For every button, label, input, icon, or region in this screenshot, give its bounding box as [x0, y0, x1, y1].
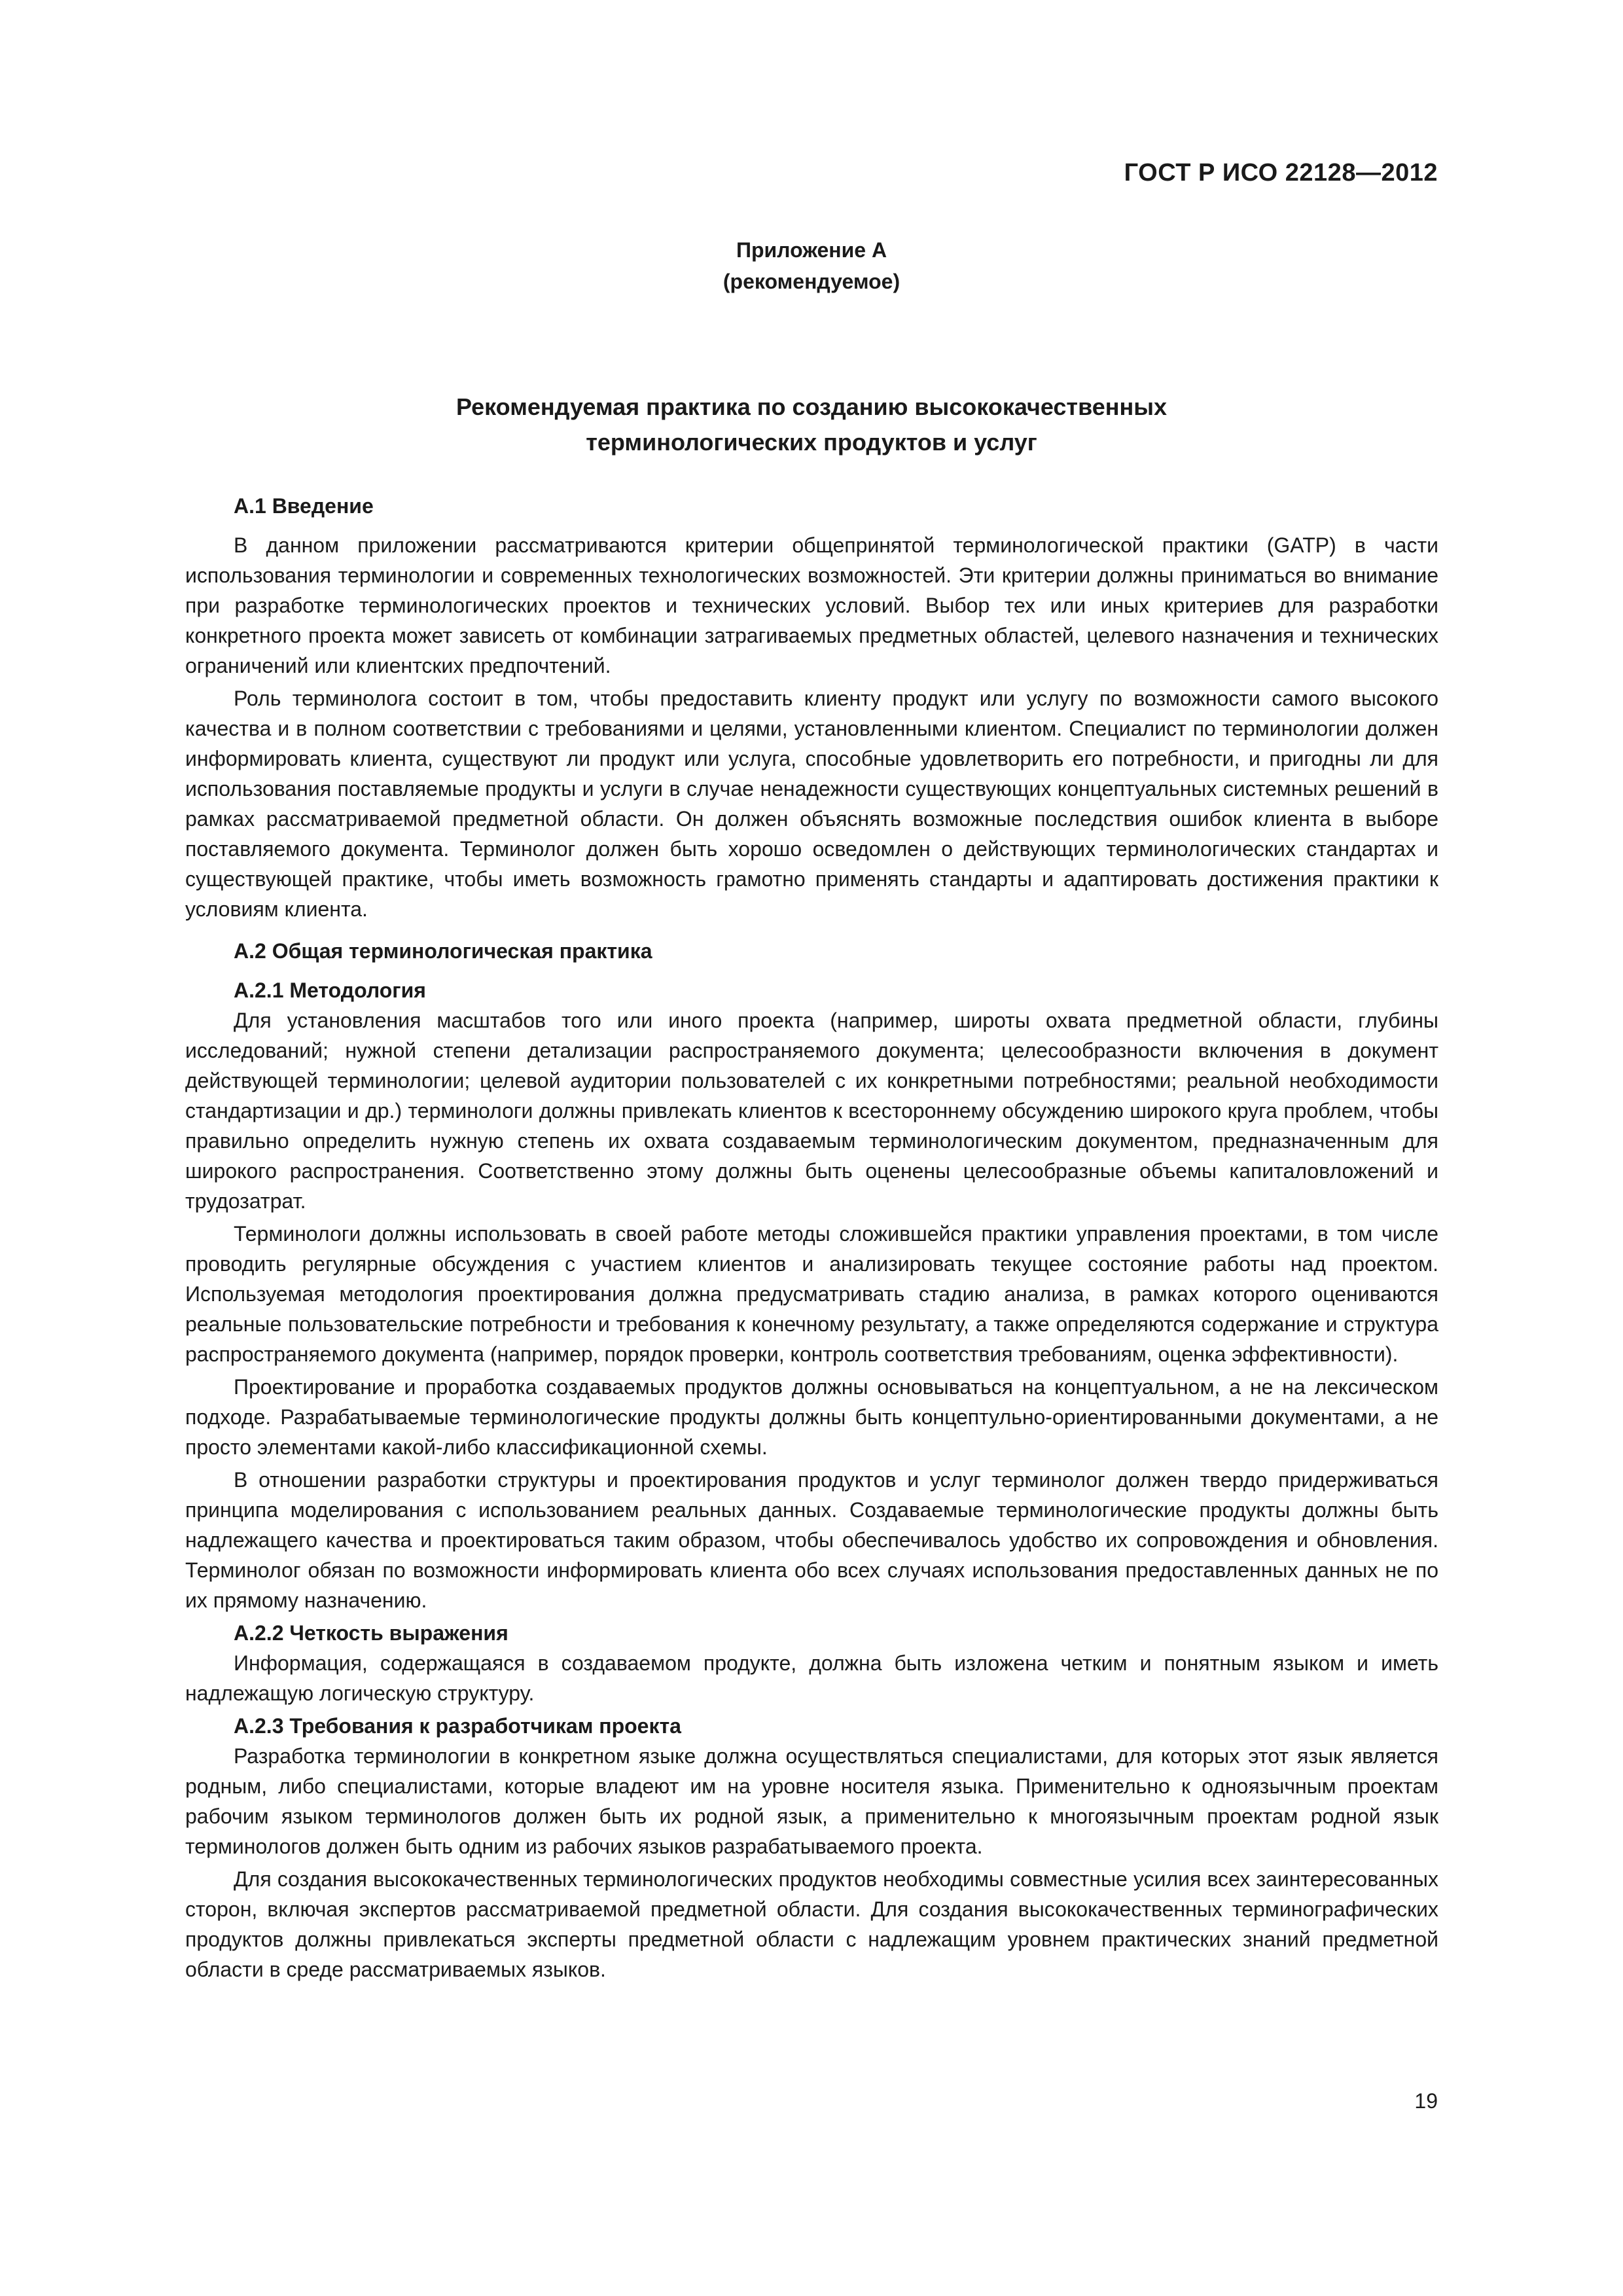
annex-status: (рекомендуемое) — [722, 270, 901, 293]
annex-title: Приложение А — [736, 238, 887, 262]
page-title-line-2: терминологических продуктов и услуг — [586, 429, 1037, 456]
standard-code: ГОСТ Р ИСО 22128—2012 — [1124, 159, 1438, 187]
page-title — [0, 389, 1623, 460]
annex-label — [0, 234, 1623, 297]
page-title-line-1: Рекомендуемая практика по созданию высококачественных — [456, 393, 1167, 420]
section-a21-heading: А.2.1 Методология — [234, 978, 426, 1002]
section-a21-paragraph-3: Проектирование и проработка создаваемых продуктов должны основываться на концептуальном, а не на лексическом подходе. Разрабатываемые терминологические продукты должны быть концептульно-ориентированными документами, а не просто элементами какой-либо классификационной схемы. — [185, 1375, 1438, 1459]
section-a1-heading: А.1 Введение — [234, 494, 374, 518]
section-a2-heading: А.2 Общая терминологическая практика — [234, 939, 652, 963]
section-a1-paragraph-2: Роль терминолога состоит в том, чтобы предоставить клиенту продукт или услугу по возможности самого высокого качества и в полном соответствии с требованиями и целями, установленными клиентом. Специалист по терминологии должен информировать клиента, существуют ли продукт или услуга, способные удовлетворить его потребности, и пригодны ли для использования поставляемые продукты и услуги в случае ненадежности существующих концептуальных системных решений в рамках рассматриваемой предметной области. Он должен объяснять возможные последствия ошибок клиента в выборе поставляемого документа. Терминолог должен быть хорошо осведомлен о действующих терминологических стандартах и существующей практике, чтобы иметь возможность грамотно применять стандарты и адаптировать достижения практики к условиям клиента. — [185, 687, 1438, 921]
section-a21-paragraph-1: Для установления масштабов того или иного проекта (например, широты охвата предметной области, глубины исследований; нужной степени детализации распространяемого документа; целесообразности включения в документ действующей терминологии; целевой аудитории пользователей с их конкретными потребностями; реальной необходимости стандартизации и др.) терминологи должны привлекать клиентов к всестороннему обсуждению широкого круга проблем, чтобы правильно определить нужную степень их охвата создаваемым терминологическим документом, предназначенным для широкого распространения. Соответственно этому должны быть оценены целесообразные объемы капиталовложений и трудозатрат. — [185, 1009, 1438, 1213]
section-a23-heading: А.2.3 Требования к разработчикам проекта — [234, 1714, 681, 1738]
section-a21-paragraph-4: В отношении разработки структуры и проектирования продуктов и услуг терминолог должен твердо придерживаться принципа моделирования с использованием реальных данных. Создаваемые терминологические продукты должны быть надлежащего качества и проектироваться таким образом, чтобы обеспечивалось удобство их сопровождения и обновления. Терминолог обязан по возможности информировать клиента обо всех случаях использования предоставленных данных не по их прямому назначению. — [185, 1468, 1438, 1612]
section-a21-paragraph-2: Терминологи должны использовать в своей работе методы сложившейся практики управления проектами, в том числе проводить регулярные обсуждения с участием клиентов и анализировать текущее состояние работы над проектом. Используемая методология проектирования должна предусматривать стадию анализа, в рамках которого оцениваются реальные пользовательские потребности и требования к конечному результату, а также определяются содержание и структура распространяемого документа (например, порядок проверки, контроль соответствия требованиям, оценка эффективности). — [185, 1222, 1438, 1366]
section-a22-paragraph-1: Информация, содержащаяся в создаваемом продукте, должна быть изложена четким и понятным языком и иметь надлежащую логическую структуру. — [185, 1651, 1438, 1705]
section-a1-paragraph-1: В данном приложении рассматриваются критерии общепринятой терминологической практики (GATP) в части использования терминологии и современных технологических возможностей. Эти критерии должны приниматься во внимание при разработке терминологических проектов и технических условий. Выбор тех или иных критериев для разработки конкретного проекта может зависеть от комбинации затрагиваемых предметных областей, целевого назначения и технических ограничений или клиентских предпочтений. — [185, 533, 1438, 677]
document-body — [185, 491, 1438, 1987]
section-a22-heading: А.2.2 Четкость выражения — [234, 1621, 508, 1645]
section-a23-paragraph-2: Для создания высококачественных терминологических продуктов необходимы совместные усилия всех заинтересованных сторон, включая экспертов рассматриваемой предметной области. Для создания высококачественных терминографических продуктов должны привлекаться эксперты предметной области с надлежащим уровнем практических знаний предметной области в среде рассматриваемых языков. — [185, 1867, 1438, 1981]
section-a23-paragraph-1: Разработка терминологии в конкретном языке должна осуществляться специалистами, для которых этот язык является родным, либо специалистами, которые владеют им на уровне носителя языка. Применительно к одноязычным проектам рабочим языком терминологов должен быть их родной язык, а применительно к многоязычным проектам родной язык терминологов должен быть одним из рабочих языков разрабатываемого проекта. — [185, 1744, 1438, 1858]
page-number: 19 — [1414, 2089, 1438, 2113]
